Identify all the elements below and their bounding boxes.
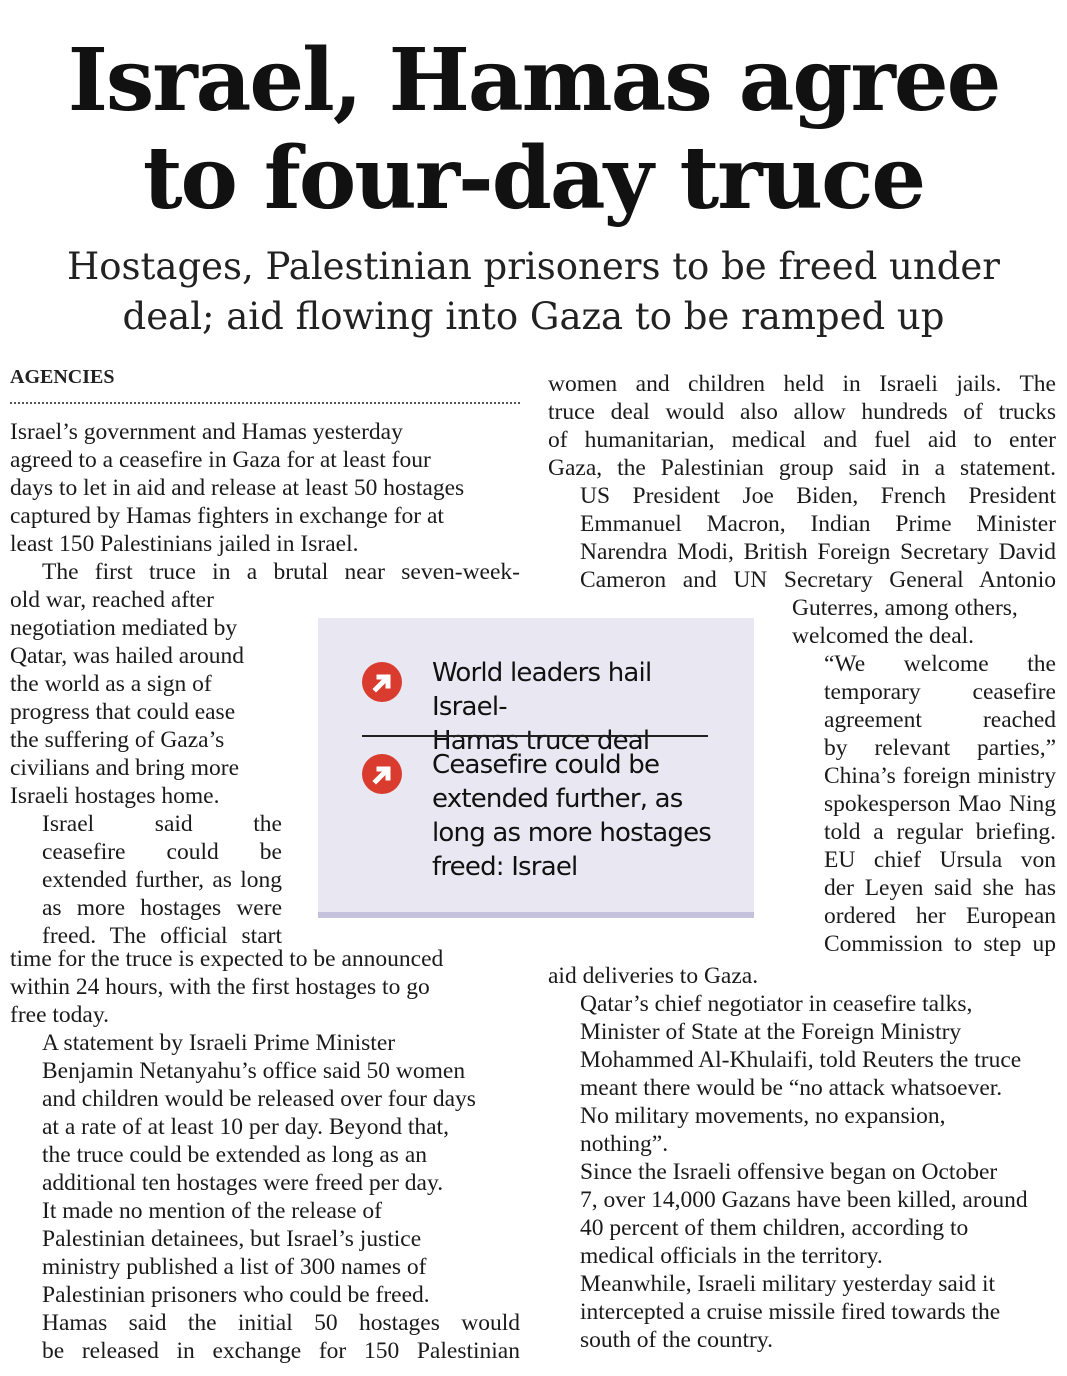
text-line: EU chief Ursula von	[824, 847, 1056, 873]
text-line: Narendra Modi, British Foreign Secretary David	[580, 539, 1056, 565]
paragraph	[792, 650, 1056, 958]
text-line: by relevant parties,”	[824, 735, 1056, 761]
paragraph	[10, 1197, 520, 1309]
left-column-seg-3	[10, 945, 520, 1365]
paragraph	[548, 990, 1056, 1158]
text-line: Israel’s government and Hamas yesterday	[10, 419, 403, 445]
highlight-divider	[362, 735, 708, 737]
text-line: meant there would be “no attack whatsoever.	[580, 1075, 1003, 1101]
text-line: progress that could ease	[10, 699, 236, 725]
paragraph	[548, 482, 1056, 594]
paragraph	[10, 418, 520, 558]
text-line: 7, over 14,000 Gazans have been killed, around	[580, 1187, 1028, 1213]
text-line: within 24 hours, with the first hostages to go	[10, 974, 430, 1000]
text-line: The first truce in a brutal near seven-week-	[42, 559, 520, 585]
text-line: Cameron and UN Secretary General Antonio	[580, 567, 1056, 593]
headline	[0, 32, 1067, 228]
paragraph	[10, 558, 520, 586]
highlight-line: extended further, as	[432, 784, 683, 814]
text-line: told a regular briefing.	[824, 819, 1056, 845]
text-line: 40 percent of them children, according to	[580, 1215, 969, 1241]
text-line: Hamas said the initial 50 hostages would	[42, 1310, 520, 1336]
text-line: Mohammed Al-Khulaifi, told Reuters the truce	[580, 1047, 1022, 1073]
text-line: least 150 Palestinians jailed in Israel.	[10, 531, 359, 557]
text-line: be released in exchange for 150 Palestinian	[42, 1338, 520, 1364]
paragraph	[10, 1029, 520, 1197]
highlight-line: long as more hostages	[432, 818, 712, 848]
byline-divider	[10, 402, 520, 404]
paragraph	[548, 370, 1056, 482]
text-line: Qatar, was hailed around	[10, 643, 244, 669]
text-line: aid deliveries to Gaza.	[548, 963, 759, 989]
headline-line: to four-day truce	[142, 128, 925, 229]
highlight-text	[432, 656, 732, 758]
text-line: Gaza, the Palestinian group said in a statement.	[548, 455, 1056, 481]
text-line: the truce could be extended as long as an	[42, 1142, 427, 1168]
paragraph	[548, 962, 1056, 990]
text-line: days to let in aid and release at least 50 hostages	[10, 475, 465, 501]
paragraph	[548, 1158, 1056, 1270]
text-line: agreed to a ceasefire in Gaza for at least four	[10, 447, 431, 473]
text-line: and children would be released over four days	[42, 1086, 476, 1112]
paragraph	[10, 586, 282, 810]
highlight-text	[432, 748, 732, 884]
text-line: extended further, as long	[42, 867, 282, 893]
text-line: spokesperson Mao Ning	[824, 791, 1056, 817]
highlight-line: Hamas truce deal	[432, 726, 650, 756]
text-line: Meanwhile, Israeli military yesterday said it	[580, 1271, 996, 1297]
right-column-seg-2	[792, 594, 1056, 958]
text-line: Commission to step up	[824, 931, 1056, 957]
text-line: Since the Israeli offensive began on October	[580, 1159, 998, 1185]
text-line: time for the truce is expected to be announced	[10, 946, 444, 972]
right-column-seg-1	[548, 370, 1056, 594]
text-line: old war, reached after	[10, 587, 214, 613]
text-line: of humanitarian, medical and fuel aid to enter	[548, 427, 1056, 453]
text-line: China’s foreign ministry	[824, 763, 1056, 789]
text-line: south of the country.	[580, 1327, 773, 1353]
text-line: free today.	[10, 1002, 109, 1028]
text-line: A statement by Israeli Prime Minister	[42, 1030, 396, 1056]
text-line: Israeli hostages home.	[10, 783, 220, 809]
text-line: Qatar’s chief negotiator in ceasefire talks,	[580, 991, 973, 1017]
paragraph	[10, 1309, 520, 1365]
highlights-box	[318, 618, 754, 918]
text-line: ordered her European	[824, 903, 1056, 929]
text-line: nothing”.	[580, 1131, 669, 1157]
text-line: US President Joe Biden, French President	[580, 483, 1056, 509]
text-line: ceasefire could be	[42, 839, 282, 865]
subheadline	[0, 242, 1067, 342]
paragraph	[792, 594, 1056, 650]
text-line: Palestinian detainees, but Israel’s justice	[42, 1226, 422, 1252]
paragraph	[548, 1270, 1056, 1354]
text-line: additional ten hostages were freed per day.	[42, 1170, 444, 1196]
text-line: “We welcome the	[824, 651, 1056, 677]
text-line: medical officials in the territory.	[580, 1243, 883, 1269]
highlight-line: freed: Israel	[432, 852, 578, 882]
text-line: intercepted a cruise missile fired towards the	[580, 1299, 1001, 1325]
subheadline-line: Hostages, Palestinian prisoners to be freed under	[66, 245, 1000, 288]
text-line: at a rate of at least 10 per day. Beyond that,	[42, 1114, 449, 1140]
text-line: agreement reached	[824, 707, 1056, 733]
text-line: No military movements, no expansion,	[580, 1103, 946, 1129]
text-line: Israel said the	[42, 811, 282, 837]
text-line: the suffering of Gaza’s	[10, 727, 225, 753]
paragraph	[10, 810, 282, 950]
text-line: negotiation mediated by	[10, 615, 238, 641]
text-line: Emmanuel Macron, Indian Prime Minister	[580, 511, 1056, 537]
text-line: temporary ceasefire	[824, 679, 1056, 705]
text-line: welcomed the deal.	[792, 623, 975, 649]
text-line: Minister of State at the Foreign Ministry	[580, 1019, 962, 1045]
left-column-seg-1	[10, 418, 520, 586]
text-line: It made no mention of the release of	[42, 1198, 382, 1224]
text-line: truce deal would also allow hundreds of trucks	[548, 399, 1056, 425]
subheadline-line: deal; aid flowing into Gaza to be ramped up	[122, 295, 945, 338]
headline-line: Israel, Hamas agree	[67, 30, 1000, 131]
text-line: ministry published a list of 300 names of	[42, 1254, 427, 1280]
byline: AGENCIES	[10, 366, 115, 388]
text-line: captured by Hamas fighters in exchange for at	[10, 503, 444, 529]
text-line: Guterres, among others,	[792, 595, 1018, 621]
text-line: the world as a sign of	[10, 671, 212, 697]
text-line: Benjamin Netanyahu’s office said 50 women	[42, 1058, 466, 1084]
paragraph	[10, 945, 520, 1029]
text-line: civilians and bring more	[10, 755, 240, 781]
text-line: der Leyen said she has	[824, 875, 1056, 901]
text-line: Palestinian prisoners who could be freed.	[42, 1282, 430, 1308]
arrow-circle-icon	[362, 662, 402, 702]
highlight-line: World leaders hail Israel-	[432, 658, 652, 722]
left-column-seg-2	[10, 586, 282, 950]
text-line: women and children held in Israeli jails. The	[548, 371, 1056, 397]
text-line: as more hostages were	[42, 895, 282, 921]
highlight-line: Ceasefire could be	[432, 750, 660, 780]
text-line: freed. The official start	[42, 923, 282, 949]
right-column-seg-3	[548, 962, 1056, 1354]
arrow-circle-icon	[362, 754, 402, 794]
